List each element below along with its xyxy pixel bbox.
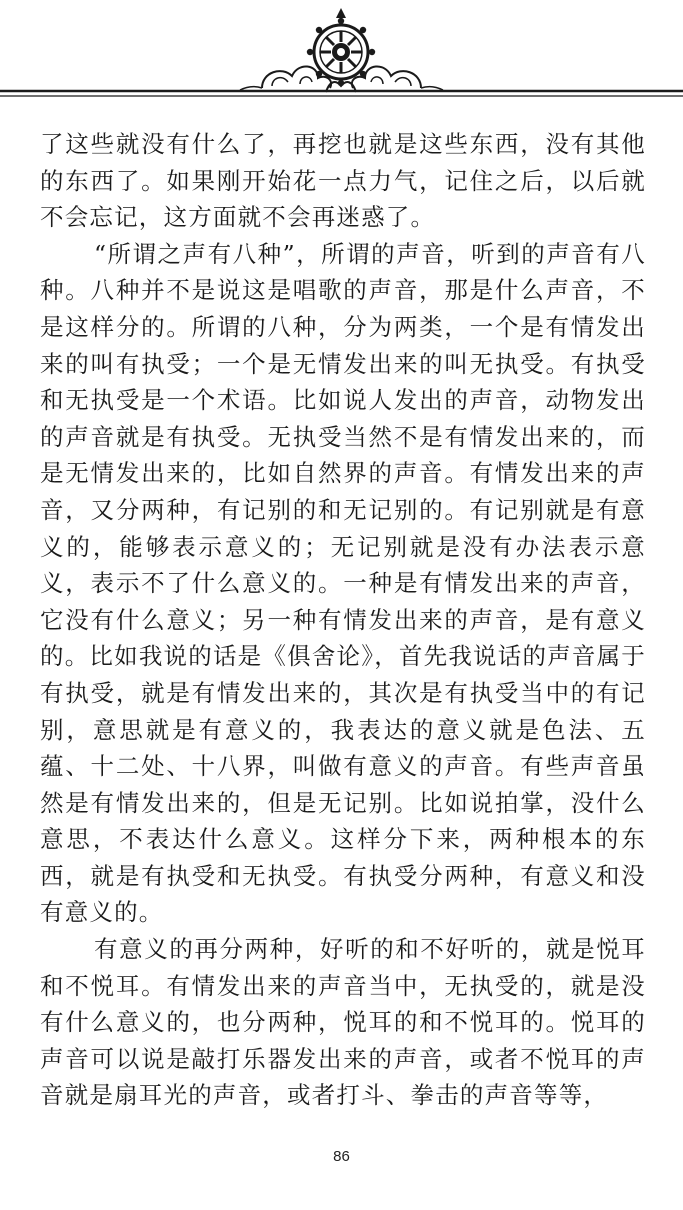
cloud-scroll-left-icon — [240, 66, 331, 90]
paragraph: “所谓之声有八种”，所谓的声音，听到的声音有八种。八种并不是说这是唱歌的声音，那是什么声音，不是这样分的。所谓的八种，分为两类，一个是有情发出来的叫有执受；一个是无情发出来的叫无执受。有执受和无执受是一个术语。比如说人发出的声音，动物发出的声音就是有执受。无执受当然不是有情发出来的，而是无情发出来的，比如自然界的声音。有情发出来的声音，又分两种，有记别的和无记别的。有记别就是有意义的，能够表示意义的；无记别就是没有办法表示意义，表示不了什么意义的。一种是有情发出来的声音，它没有什么意义；另一种有情发出来的声音，是有意义的。比如我说的话是《俱舍论》，首先我说话的声音属于有执受，就是有情发出来的，其次是有执受当中的有记别，意思就是有意义的，我表达的意义就是色法、五蕴、十二处、十八界，叫做有意义的声音。有些声音虽然是有情发出来的，但是无记别。比如说拍掌，没什么意思，不表达什么意义。这样分下来，两种根本的东西，就是有执受和无执受。有执受分两种，有意义和没有意义的。 — [40, 239, 646, 927]
header-ornament — [0, 0, 683, 110]
dharma-wheel-icon — [307, 8, 375, 86]
cloud-scroll-right-icon — [352, 66, 443, 90]
page-body — [40, 126, 646, 1114]
paragraph: 了这些就没有什么了，再挖也就是这些东西，没有其他的东西了。如果刚开始花一点力气，记住之后，以后就不会忘记，这方面就不会再迷惑了。 — [40, 130, 646, 232]
page-number: 86 — [333, 1148, 350, 1165]
paragraph: 有意义的再分两种，好听的和不好听的，就是悦耳和不悦耳。有情发出来的声音当中，无执受的，就是没有什么意义的，也分两种，悦耳的和不悦耳的。悦耳的声音可以说是敲打乐器发出来的声音，或者不悦耳的声音就是扇耳光的声音，或者打斗、拳击的声音等等， — [40, 935, 646, 1110]
